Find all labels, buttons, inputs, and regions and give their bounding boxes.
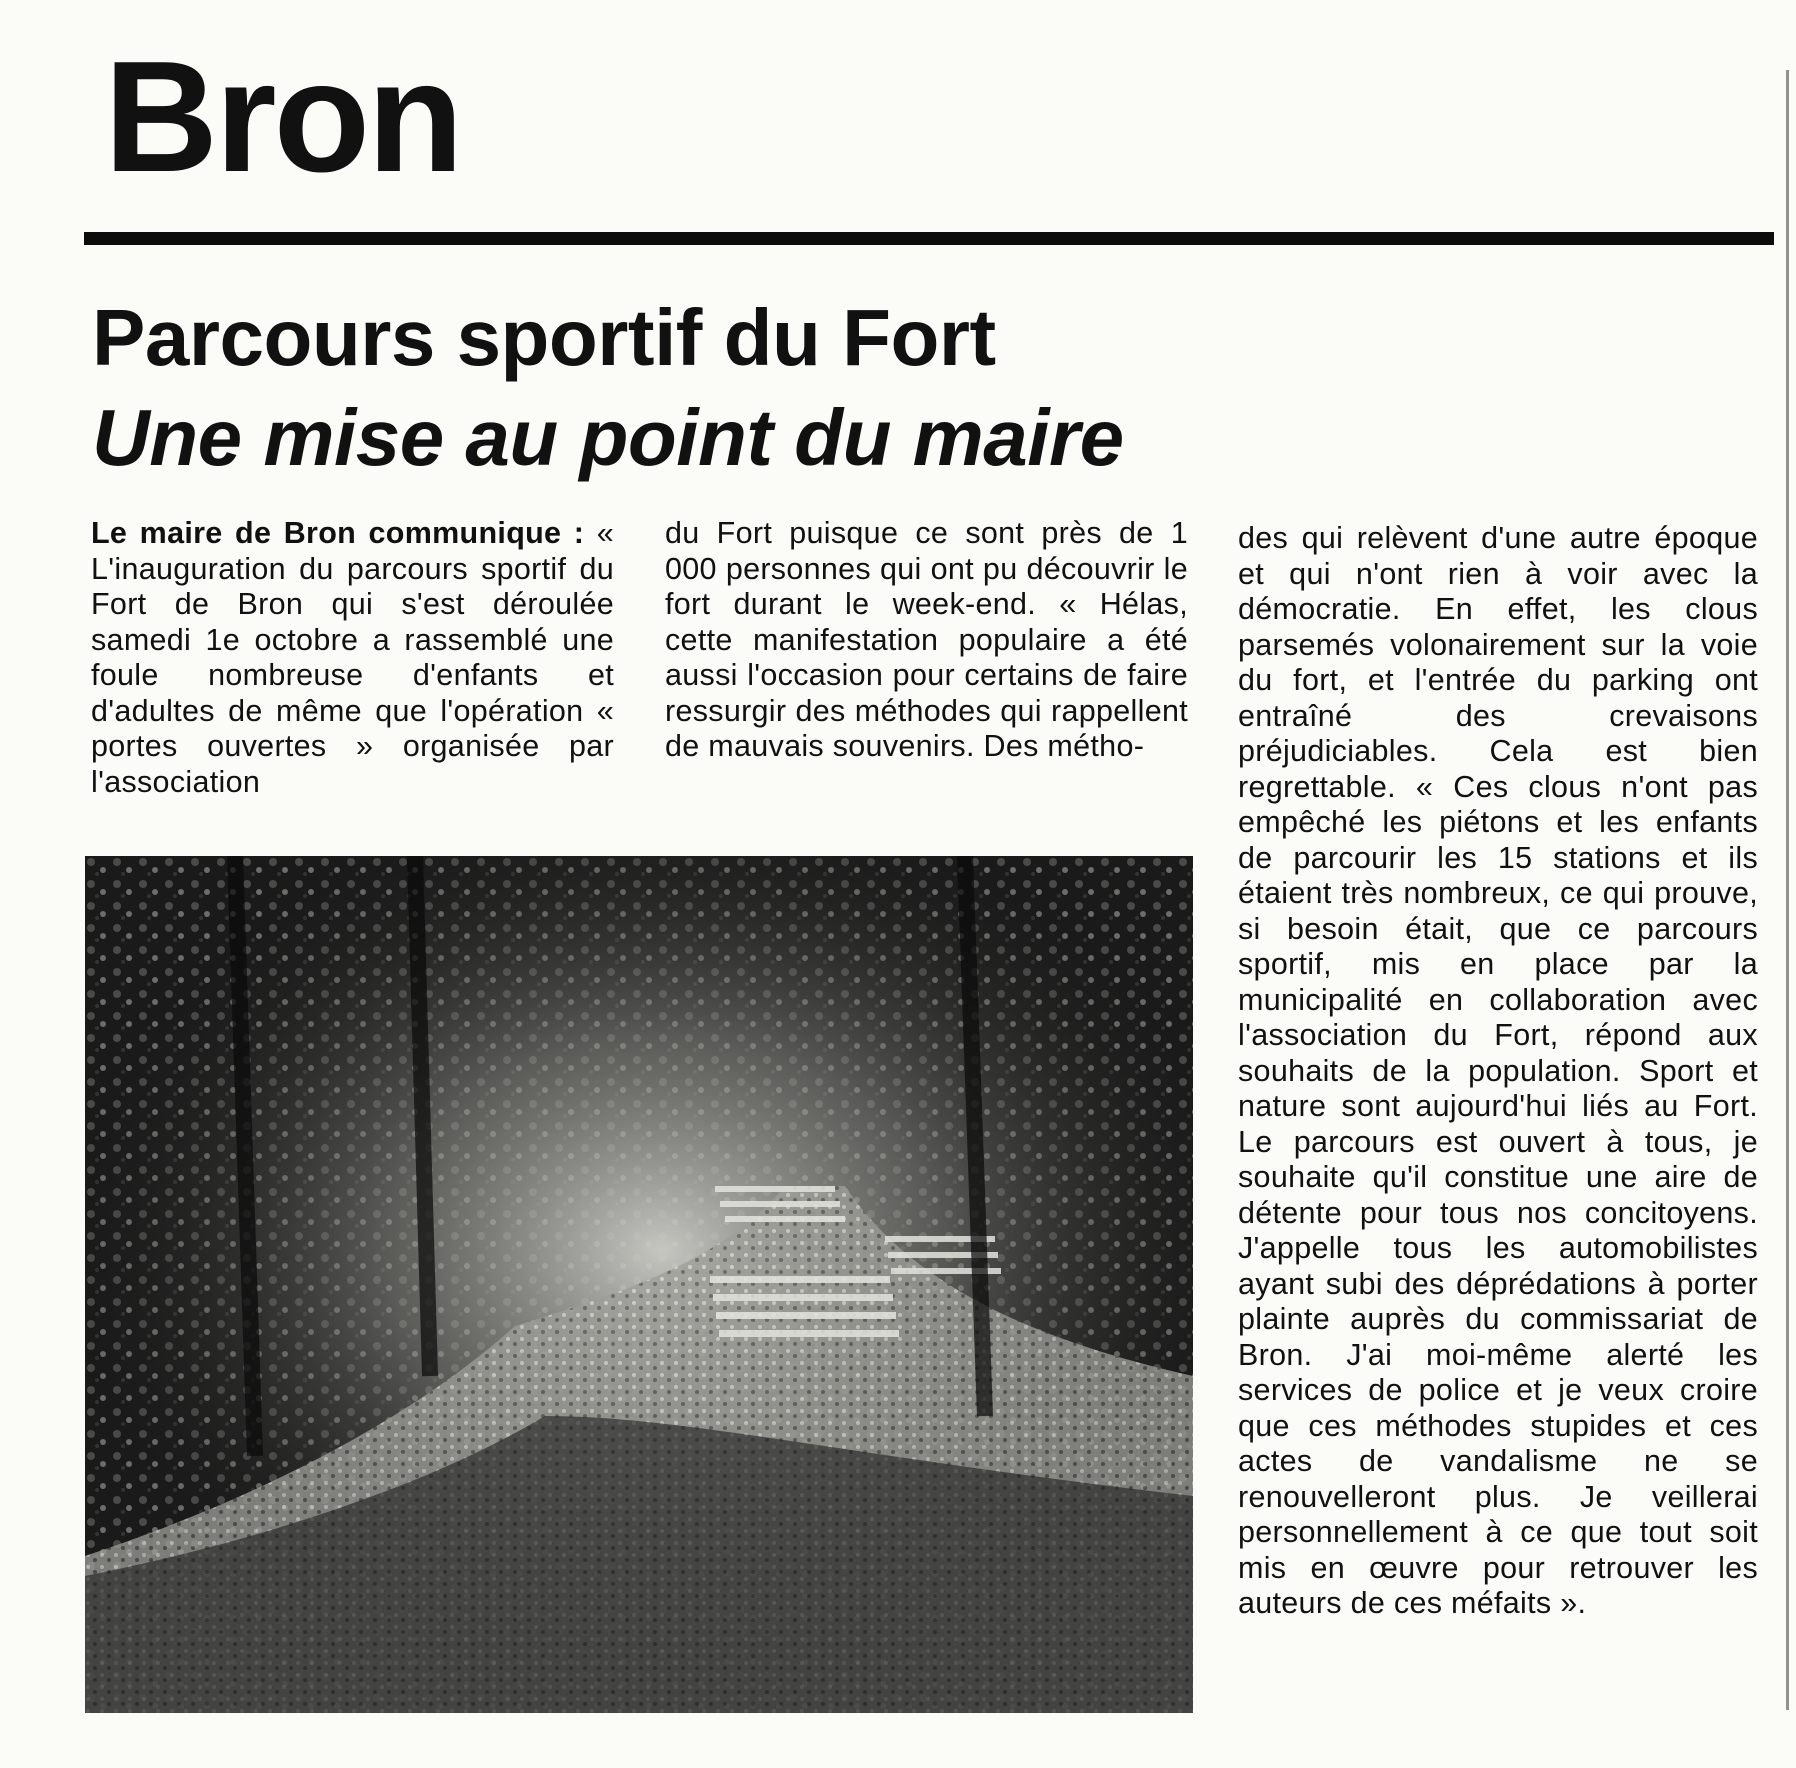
photo-icon <box>85 856 1193 1713</box>
section-rule <box>84 232 1774 245</box>
section-title: Bron <box>104 29 461 205</box>
article-column-2: du Fort puisque ce sont près de 1 000 personnes qui ont pu découvrir le fort durant le week-end. « Hélas, cette manifestation populaire a été aussi l'occasion pour certains de faire ressurgir des méthodes qui rappellent de mauvais souvenirs. Des métho- <box>665 516 1188 763</box>
article-subheadline: Une mise au point du maire <box>92 393 1124 482</box>
article-column-1 <box>91 516 614 800</box>
page-edge <box>1786 70 1789 1710</box>
article-lead: Le maire de Bron communique : <box>91 516 585 550</box>
forest-path-photo <box>85 856 1193 1713</box>
column-1-text: « L'inauguration du parcours sportif du Fort de Bron qui s'est déroulée samedi 1e octobre a rassemblé une foule nombreuse d'enfants et d'adultes de même que l'opération « portes ouvertes » organisée par l'association <box>91 516 615 799</box>
article-headline: Parcours sportif du Fort <box>92 293 996 382</box>
article-column-3: des qui relèvent d'une autre époque et qui n'ont rien à voir avec la démocratie. En effet, les clous parsemés volonairement sur la voie du fort, et l'entrée du parking ont entraîné des crevaisons préjudiciables. Cela est bien regrettable. « Ces clous n'ont pas empêché les piétons et les enfants de parcourir les 15 stations et ils étaient très nombreux, ce qui prouve, si besoin était, que ce parcours sportif, mis en place par la municipalité en collaboration avec l'association du Fort, répond aux souhaits de la population. Sport et nature sont aujourd'hui liés au Fort. Le parcours est ouvert à tous, je souhaite qu'il constitue une aire de détente pour tous nos concitoyens. J'appelle tous les automobilistes ayant subi des déprédations à porter plainte auprès du commissariat de Bron. J'ai moi-même alerté les services de police et je veux croire que ces méthodes stupides et ces actes de vandalisme ne se renouvelleront plus. Je veillerai personnellement à ce que tout soit mis en œuvre pour retrouver les auteurs de ces méfaits ». <box>1238 521 1758 1620</box>
